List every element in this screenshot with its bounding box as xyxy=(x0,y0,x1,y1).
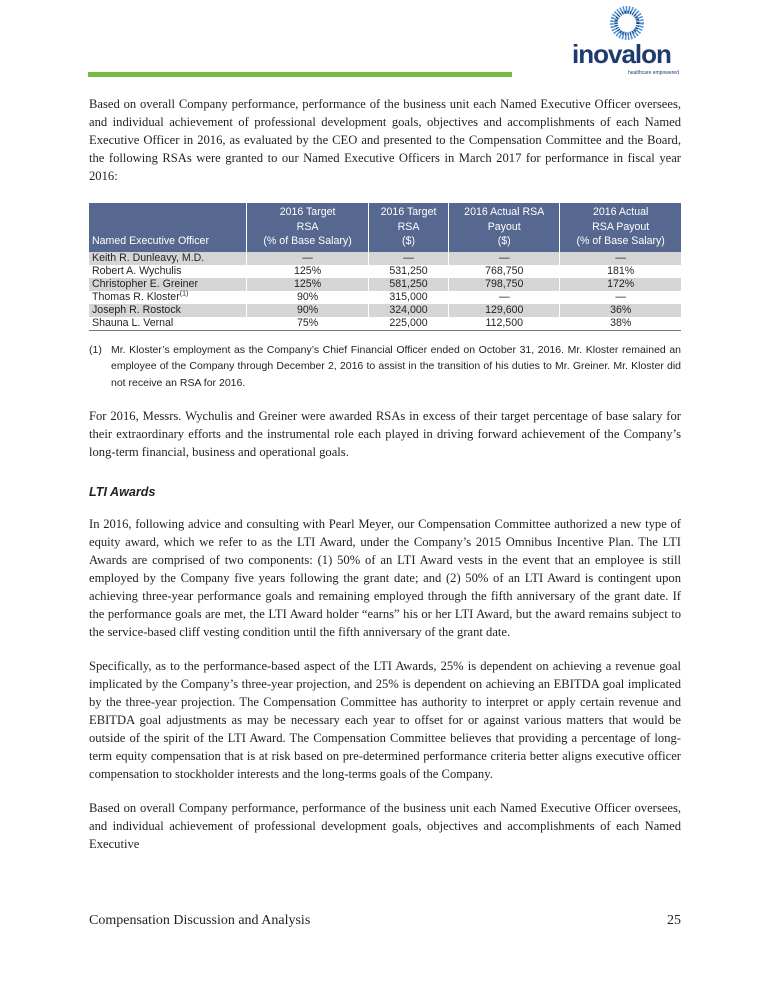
table-cell: 38% xyxy=(560,317,681,331)
footnote-ref: (1) xyxy=(179,289,189,297)
officer-name: Thomas R. Kloster$^{(1)}$ xyxy=(92,289,189,303)
table-cell: 324,000 xyxy=(368,304,448,317)
table-row xyxy=(89,265,681,278)
logo-tagline: healthcare empowered xyxy=(628,70,679,76)
table-cell: 36% xyxy=(560,304,681,317)
sunburst-icon xyxy=(570,6,670,40)
officer-name: Joseph R. Rostock xyxy=(89,304,247,317)
table-cell: 798,750 xyxy=(449,278,560,291)
paragraph-4: Specifically, as to the performance-based aspect of the LTI Awards, 25% is dependent on achieving a revenue goal implicated by the Company’s three-year projection, and 25% is dependent on achieving an EBITDA goal implicated by the three-year projection. The Compensation Committee has authority to interpret or apply certain revenue and EBITDA goal adjustments as may be necessary each year to offset for or against various matters that would be outside of the spirit of the LTI Award. The Compensation Committee believes that providing a percentage of long-term equity compensation that is at risk based on pre-determined performance criteria better aligns executive officer compensation to stockholder interests and the long-terms goals of the Company. xyxy=(89,659,681,781)
table-cell: 75% xyxy=(247,317,369,331)
table-cell: 315,000 xyxy=(368,291,448,304)
col-header-target-usd: 2016 Target RSA ($) xyxy=(368,203,448,252)
table-cell: — xyxy=(247,252,369,265)
officer-name: Shauna L. Vernal xyxy=(89,317,247,331)
table-cell: — xyxy=(449,291,560,304)
table-cell: 129,600 xyxy=(449,304,560,317)
table-cell: 531,250 xyxy=(368,265,448,278)
footer-section-title: Compensation Discussion and Analysis xyxy=(89,913,311,928)
table-row xyxy=(89,252,681,265)
accent-rule xyxy=(88,72,512,77)
paragraph-5: Based on overall Company performance, performance of the business unit each Named Executive Officer oversees, and individual achievement of professional development goals, objectives and accomplishments of each Named Executive xyxy=(89,801,681,851)
table-cell: 581,250 xyxy=(368,278,448,291)
officer-name: Robert A. Wychulis xyxy=(92,264,182,277)
col-header-actual-pct: 2016 Actual RSA Payout (% of Base Salary) xyxy=(560,203,681,252)
page-footer xyxy=(89,892,681,930)
intro-paragraph: Based on overall Company performance, performance of the business unit each Named Executive Officer oversees, and individual achievement of professional development goals, objectives and accomplishments of each Named Executive Officer in 2016, as evaluated by the CEO and presented to the Compensation Committee and the Board, the following RSAs were granted to our Named Executive Officers in March 2017 for performance in fiscal year 2016: xyxy=(89,97,681,183)
officer-name: Christopher E. Greiner xyxy=(89,278,247,291)
table-cell: — xyxy=(449,252,560,265)
table-cell: 172% xyxy=(560,278,681,291)
table-cell: — xyxy=(560,291,681,304)
section-heading-lti: LTI Awards xyxy=(89,485,156,499)
page-number: 25 xyxy=(667,913,681,928)
table-cell: 768,750 xyxy=(449,265,560,278)
officer-name: Keith R. Dunleavy, M.D. xyxy=(89,252,247,265)
rsa-table xyxy=(89,203,681,331)
table-cell: 225,000 xyxy=(368,317,448,331)
table-row xyxy=(89,304,681,317)
table-cell: 125% xyxy=(247,265,369,278)
col-header-target-pct: 2016 Target RSA (% of Base Salary) xyxy=(247,203,369,252)
table-cell: 125% xyxy=(247,278,369,291)
table-cell: — xyxy=(560,252,681,265)
col-header-actual-usd: 2016 Actual RSA Payout ($) xyxy=(449,203,560,252)
table-row xyxy=(89,291,681,304)
table-row xyxy=(89,278,681,291)
table-cell: 181% xyxy=(560,265,681,278)
table-row xyxy=(89,317,681,331)
table-cell: 90% xyxy=(247,304,369,317)
inovalon-logo xyxy=(570,6,679,84)
footnote: (1) Mr. Kloster’s employment as the Company’s Chief Financial Officer ended on October 31, 2016. Mr. Kloster remained an employee of the Company through December 2, 2016 to assist in the transition of his duties to Mr. Greiner. Mr. Kloster did not receive an RSA for 2016. xyxy=(89,343,681,389)
table-cell: 90% xyxy=(247,291,369,304)
table-cell: 112,500 xyxy=(449,317,560,331)
paragraph-2: For 2016, Messrs. Wychulis and Greiner were awarded RSAs in excess of their target percentage of base salary for their extraordinary efforts and the instrumental role each played in driving forward achievement of the Company’s long-term financial, business and operational goals. xyxy=(89,409,681,459)
paragraph-3: In 2016, following advice and consulting with Pearl Meyer, our Compensation Committee authorized a new type of equity award, which we refer to as the LTI Award, under the Company’s 2015 Omnibus Incentive Plan. The LTI Awards are comprised of two components: (1) 50% of an LTI Award vests in the event that an employee is still employed by the Company five years following the grant date; and (2) 50% of an LTI Award is contingent upon achieving three-year performance goals and remaining employed through the fifth anniversary of the grant date. If the performance goals are met, the LTI Award holder “earns” his or her LTI Award, but the award remains subject to the service-based cliff vesting condition until the fifth anniversary of the grant date. xyxy=(89,517,681,639)
col-header-officer: Named Executive Officer xyxy=(89,203,247,252)
logo-wordmark: inovalon xyxy=(572,39,671,69)
table-cell: — xyxy=(368,252,448,265)
